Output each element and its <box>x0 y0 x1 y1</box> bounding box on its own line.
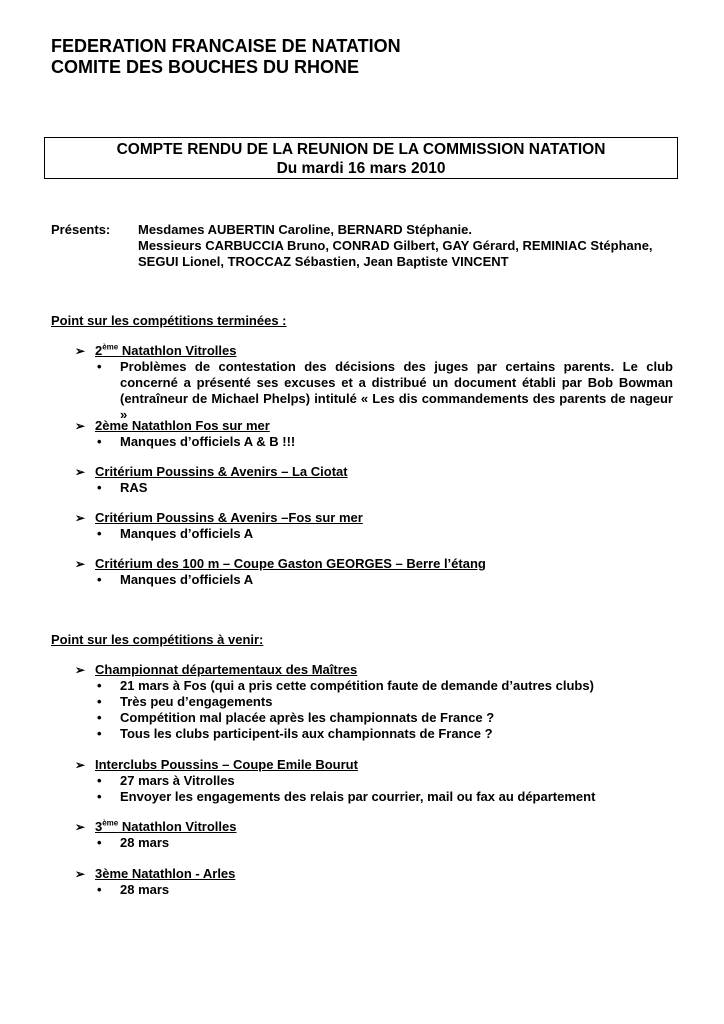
item-title: 2ème Natathlon Fos sur mer <box>95 418 270 433</box>
bullet-item: • 28 mars <box>97 835 170 850</box>
bullet-dot-icon: • <box>97 526 102 541</box>
section-title-completed: Point sur les compétitions terminées : <box>51 313 287 328</box>
bullet-item: • Envoyer les engagements des relais par courrier, mail ou fax au département <box>97 789 596 804</box>
arrow-bullet-icon: ➢ <box>75 820 86 834</box>
federation-title: FEDERATION FRANCAISE DE NATATION <box>51 36 401 56</box>
bullet-item: • Manques d’officiels A <box>97 572 254 587</box>
bullet-dot-icon: • <box>97 480 102 495</box>
bullet-list <box>95 773 673 805</box>
bullet-item: • 27 mars à Vitrolles <box>97 773 235 788</box>
bullet-dot-icon: • <box>97 434 102 449</box>
bullet-item: • Compétition mal placée après les championnats de France ? <box>97 710 495 725</box>
item-title: 3ème Natathlon Vitrolles <box>95 818 237 834</box>
committee-title: COMITE DES BOUCHES DU RHONE <box>51 57 360 77</box>
item-title: Critérium Poussins & Avenirs – La Ciotat <box>95 464 348 479</box>
bullet-item: • Manques d’officiels A <box>97 526 254 541</box>
item-title: 3ème Natathlon - Arles <box>95 866 236 881</box>
item-title: Critérium des 100 m – Coupe Gaston GEORGES – Berre l’étang <box>95 556 486 571</box>
attendees-line: Mesdames AUBERTIN Caroline, BERNARD Stéphanie. <box>138 222 472 237</box>
bullet-list <box>95 678 673 742</box>
bullet-dot-icon: • <box>97 882 102 897</box>
bullet-list <box>95 480 673 496</box>
bullet-item: • 21 mars à Fos (qui a pris cette compétition faute de demande d’autres clubs) <box>97 678 594 693</box>
report-date: Du mardi 16 mars 2010 <box>276 160 446 177</box>
bullet-item: • 28 mars <box>97 882 170 897</box>
bullet-dot-icon: • <box>97 359 102 374</box>
bullet-list <box>95 572 673 588</box>
bullet-dot-icon: • <box>97 835 102 850</box>
bullet-list <box>95 434 673 450</box>
bullet-dot-icon: • <box>97 694 102 709</box>
bullet-dot-icon: • <box>97 710 102 725</box>
bullet-dot-icon: • <box>97 773 102 788</box>
item-title: Championnat départementaux des Maîtres <box>95 662 358 677</box>
section-title-upcoming: Point sur les compétitions à venir: <box>51 632 264 647</box>
arrow-bullet-icon: ➢ <box>75 511 86 525</box>
arrow-bullet-icon: ➢ <box>75 465 86 479</box>
bullet-item: • RAS <box>97 480 148 495</box>
bullet-item: • Problèmes de contestation des décisions des juges par certains parents. Le club concerné a présenté ses excuses et a distribué un document établi par Bob Bowman (entraîneur de Michael Phelps) intitulé « Les dis commandements des parents de nageur » <box>97 359 673 422</box>
document-header <box>51 36 401 78</box>
bullet-item: • Tous les clubs participent-ils aux championnats de France ? <box>97 726 493 741</box>
arrow-bullet-icon: ➢ <box>75 663 86 677</box>
bullet-dot-icon: • <box>97 726 102 741</box>
bullet-list <box>95 882 673 898</box>
attendees-names <box>138 222 678 270</box>
arrow-bullet-icon: ➢ <box>75 758 86 772</box>
bullet-list <box>95 359 673 423</box>
bullet-item: • Manques d’officiels A & B !!! <box>97 434 296 449</box>
arrow-bullet-icon: ➢ <box>75 344 86 358</box>
attendees-line: SEGUI Lionel, TROCCAZ Sébastien, Jean Baptiste VINCENT <box>138 254 509 269</box>
arrow-bullet-icon: ➢ <box>75 419 86 433</box>
bullet-list <box>95 526 673 542</box>
attendees-line: Messieurs CARBUCCIA Bruno, CONRAD Gilbert, GAY Gérard, REMINIAC Stéphane, <box>138 238 653 253</box>
item-title: Interclubs Poussins – Coupe Emile Bourut <box>95 757 358 772</box>
report-title-box <box>44 137 678 179</box>
bullet-list <box>95 835 673 851</box>
bullet-dot-icon: • <box>97 572 102 587</box>
report-title: COMPTE RENDU DE LA REUNION DE LA COMMISSION NATATION <box>116 141 606 158</box>
attendees-label: Présents: <box>51 222 111 237</box>
arrow-bullet-icon: ➢ <box>75 867 86 881</box>
item-title: Critérium Poussins & Avenirs –Fos sur mer <box>95 510 363 525</box>
arrow-bullet-icon: ➢ <box>75 557 86 571</box>
item-title: 2ème Natathlon Vitrolles <box>95 342 237 358</box>
bullet-dot-icon: • <box>97 678 102 693</box>
bullet-item: • Très peu d’engagements <box>97 694 273 709</box>
bullet-dot-icon: • <box>97 789 102 804</box>
